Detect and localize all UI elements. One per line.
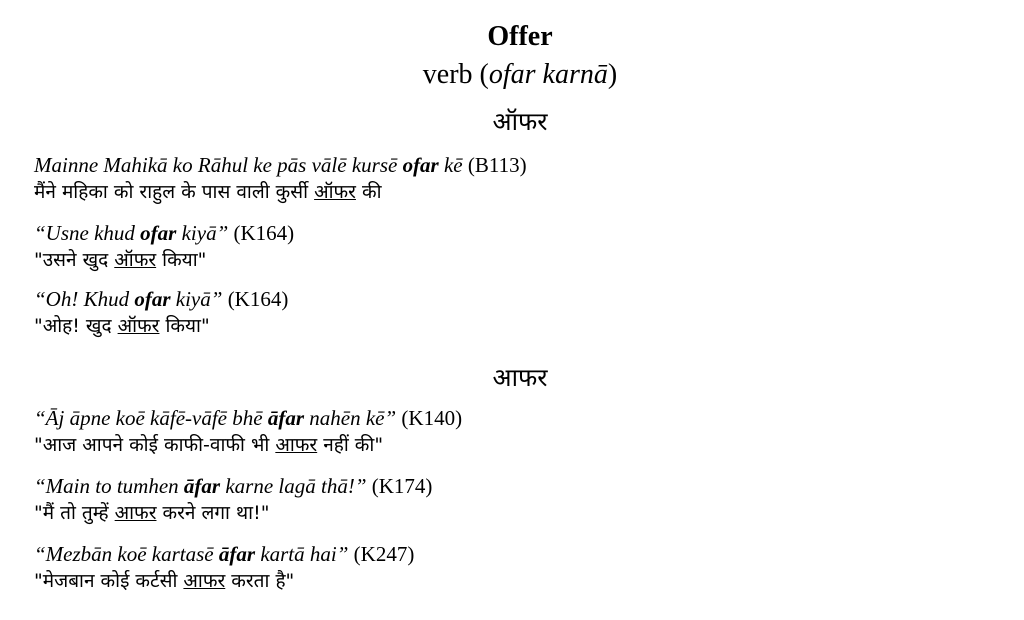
keyword-underlined: आफर <box>183 570 226 592</box>
part-of-speech-line <box>0 58 1024 92</box>
pos-label: verb <box>422 59 473 90</box>
keyword: ofar <box>134 287 171 311</box>
example-romanized: “Mezbān koē kartasē āfar kartā hai” (K247) <box>34 542 415 566</box>
example-devanagari: "मैं तो तुम्हें आफर करने लगा था!" <box>34 502 270 524</box>
headword: Offer <box>487 21 553 52</box>
example-block <box>34 541 1014 595</box>
example-block <box>34 473 1014 527</box>
keyword-underlined: ऑफर <box>114 249 157 271</box>
example-devanagari: "उसने खुद ऑफर किया" <box>34 249 207 271</box>
keyword: āfar <box>218 542 256 566</box>
devanagari-heading-2: आफर <box>492 363 548 392</box>
example-devanagari: "आज आपने कोई काफी-वाफी भी आफर नहीं की" <box>34 434 384 456</box>
example-devanagari: "मेजबान कोई कर्टसी आफर करता है" <box>34 570 295 592</box>
transliteration: ofar karnā <box>488 59 608 90</box>
paren-close: ) <box>607 59 618 90</box>
example-block <box>34 220 1014 274</box>
keyword: āfar <box>183 474 221 498</box>
reference: (K164) <box>228 221 295 245</box>
devanagari-heading-1: ऑफर <box>492 107 548 136</box>
example-romanized: Mainne Mahikā ko Rāhul ke pās vālē kursē ofar kē (B113) <box>34 153 527 177</box>
example-devanagari: मैंने महिका को राहुल के पास वाली कुर्सी ऑफर की <box>34 181 382 203</box>
reference: (K140) <box>396 406 463 430</box>
reference: (K174) <box>366 474 433 498</box>
reference: (B113) <box>462 153 527 177</box>
example-block <box>34 152 1014 206</box>
reference: (K164) <box>222 287 289 311</box>
reference: (K247) <box>348 542 415 566</box>
paren-open: ( <box>479 59 489 90</box>
example-block <box>34 286 1014 340</box>
keyword: āfar <box>267 406 304 430</box>
keyword-underlined: आफर <box>275 434 318 456</box>
keyword-underlined: आफर <box>114 502 157 524</box>
example-romanized: “Āj āpne koē kāfē-vāfē bhē āfar nahēn kē” (K140) <box>34 406 463 430</box>
example-romanized: “Usne khud ofar kiyā” (K164) <box>34 221 295 245</box>
keyword: ofar <box>140 221 177 245</box>
example-romanized: “Main to tumhen āfar karne lagā thā!” (K174) <box>34 474 433 498</box>
keyword-underlined: ऑफर <box>314 181 356 203</box>
keyword: ofar <box>402 153 439 177</box>
example-block <box>34 405 1014 459</box>
keyword-underlined: ऑफर <box>117 315 160 337</box>
example-devanagari: "ओह! खुद ऑफर किया" <box>34 315 210 337</box>
example-romanized: “Oh! Khud ofar kiyā” (K164) <box>34 287 289 311</box>
